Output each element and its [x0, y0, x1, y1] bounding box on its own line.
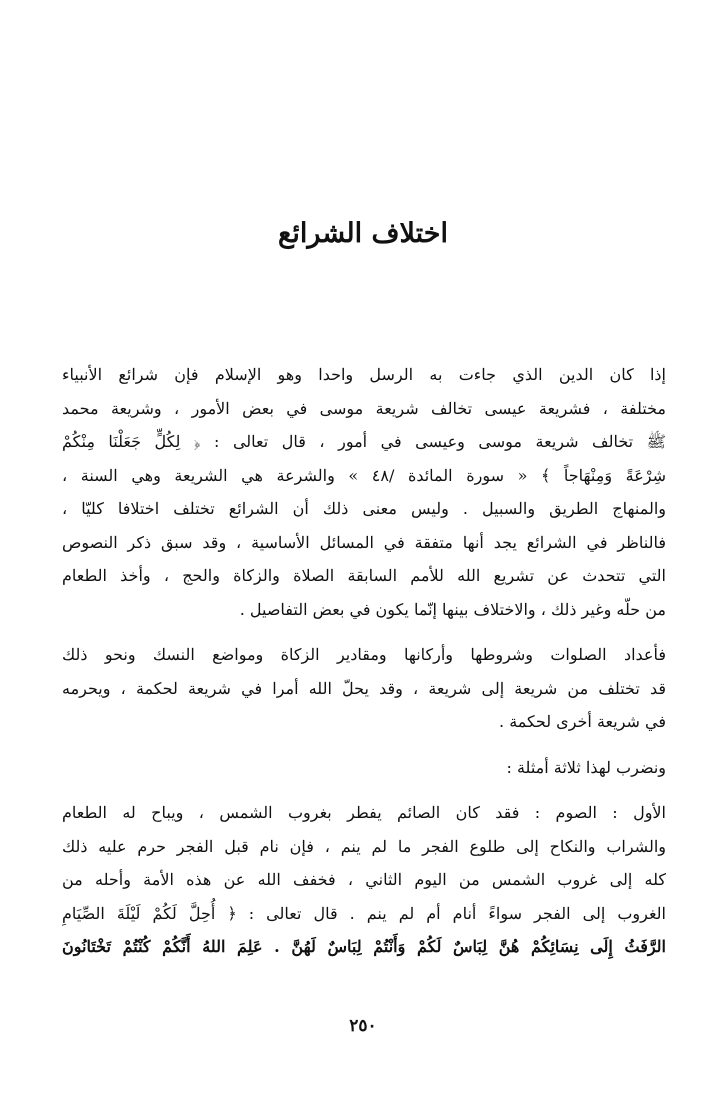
- paragraph-gap: [62, 784, 666, 796]
- text-line: قد تختلف من شريعة إلى شريعة ، وقد يحلّ الله أمرا في شريعة لحكمة ، ويحرمه: [62, 678, 666, 698]
- text-line: فالناظر في الشرائع يجد أنها متفقة في المسائل الأساسية ، وقد سبق ذكر النصوص: [62, 532, 666, 552]
- text-line: كله إلى غروب الشمس من اليوم الثاني ، فخفف الله عن هذه الأمة وأحله من: [62, 870, 666, 889]
- text-line: والمنهاج الطريق والسبيل . وليس معنى ذلك أن الشرائع تختلف اختلافا كليّا ،: [62, 499, 666, 518]
- text-line: شِرْعَةً وَمِنْهَاجاً ﴾ « سورة المائدة /٤٨ » والشرعة هي الشريعة وهي السنة ،: [62, 465, 666, 485]
- paragraph-gap: [62, 739, 666, 751]
- text-line: الرَّفَثُ إِلَى نِسَائِكُمْ هُنَّ لِبَاسٌ لَكُمْ وَأَنْتُمْ لِبَاسٌ لَهُنَّ . عَلِمَ اللهُ أَنَّكُمْ كُنْتُمْ تَخْتَانُونَ: [62, 937, 666, 956]
- text-line: إذا كان الدين الذي جاءت به الرسل واحدا وهو الإسلام فإن شرائع الأنبياء: [62, 365, 666, 384]
- paragraph: [62, 751, 666, 785]
- text-line: الغروب إلى الفجر سواءً أنام أم لم ينم . قال تعالى : ﴿ أُحِلَّ لَكُمْ لَيْلَةَ الصِّيَامِ: [62, 903, 666, 923]
- paragraph-gap: [62, 626, 666, 638]
- paragraph: [62, 796, 666, 964]
- page-number: ٢٥٠: [349, 1016, 377, 1036]
- text-line: مختلفة ، فشريعة عيسى تخالف شريعة موسى في بعض الأمور ، وشريعة محمد: [62, 398, 666, 418]
- text-line: التي تتحدث عن تشريع الله للأمم السابقة الصلاة والزكاة والحج ، وأخذ الطعام: [62, 566, 666, 585]
- text-line: في شريعة أخرى لحكمة .: [499, 712, 666, 731]
- paragraph: [62, 358, 666, 626]
- chapter-title: اختلاف الشرائع: [278, 218, 448, 249]
- text-line: من حلّه وغير ذلك ، والاختلاف بينها إنّما يكون في بعض التفاصيل .: [239, 599, 666, 619]
- body-text: [62, 358, 666, 964]
- text-line: الأول : الصوم : فقد كان الصائم يفطر بغروب الشمس ، ويباح له الطعام: [62, 803, 666, 822]
- text-line: ﷺ تخالف شريعة موسى وعيسى في أمور ، قال تعالى : ﴿ لِكُلٍّ جَعَلْنَا مِنْكُمْ: [62, 432, 666, 451]
- text-line: فأعداد الصلوات وشروطها وأركانها ومقادير الزكاة ومواضع النسك ونحو ذلك: [62, 645, 666, 664]
- text-line: ونضرب لهذا ثلاثة أمثلة :: [506, 757, 666, 777]
- text-line: والشراب والنكاح إلى طلوع الفجر ما لم ينم ، فإن نام قبل الفجر حرم عليه ذلك: [62, 836, 666, 856]
- paragraph: [62, 638, 666, 739]
